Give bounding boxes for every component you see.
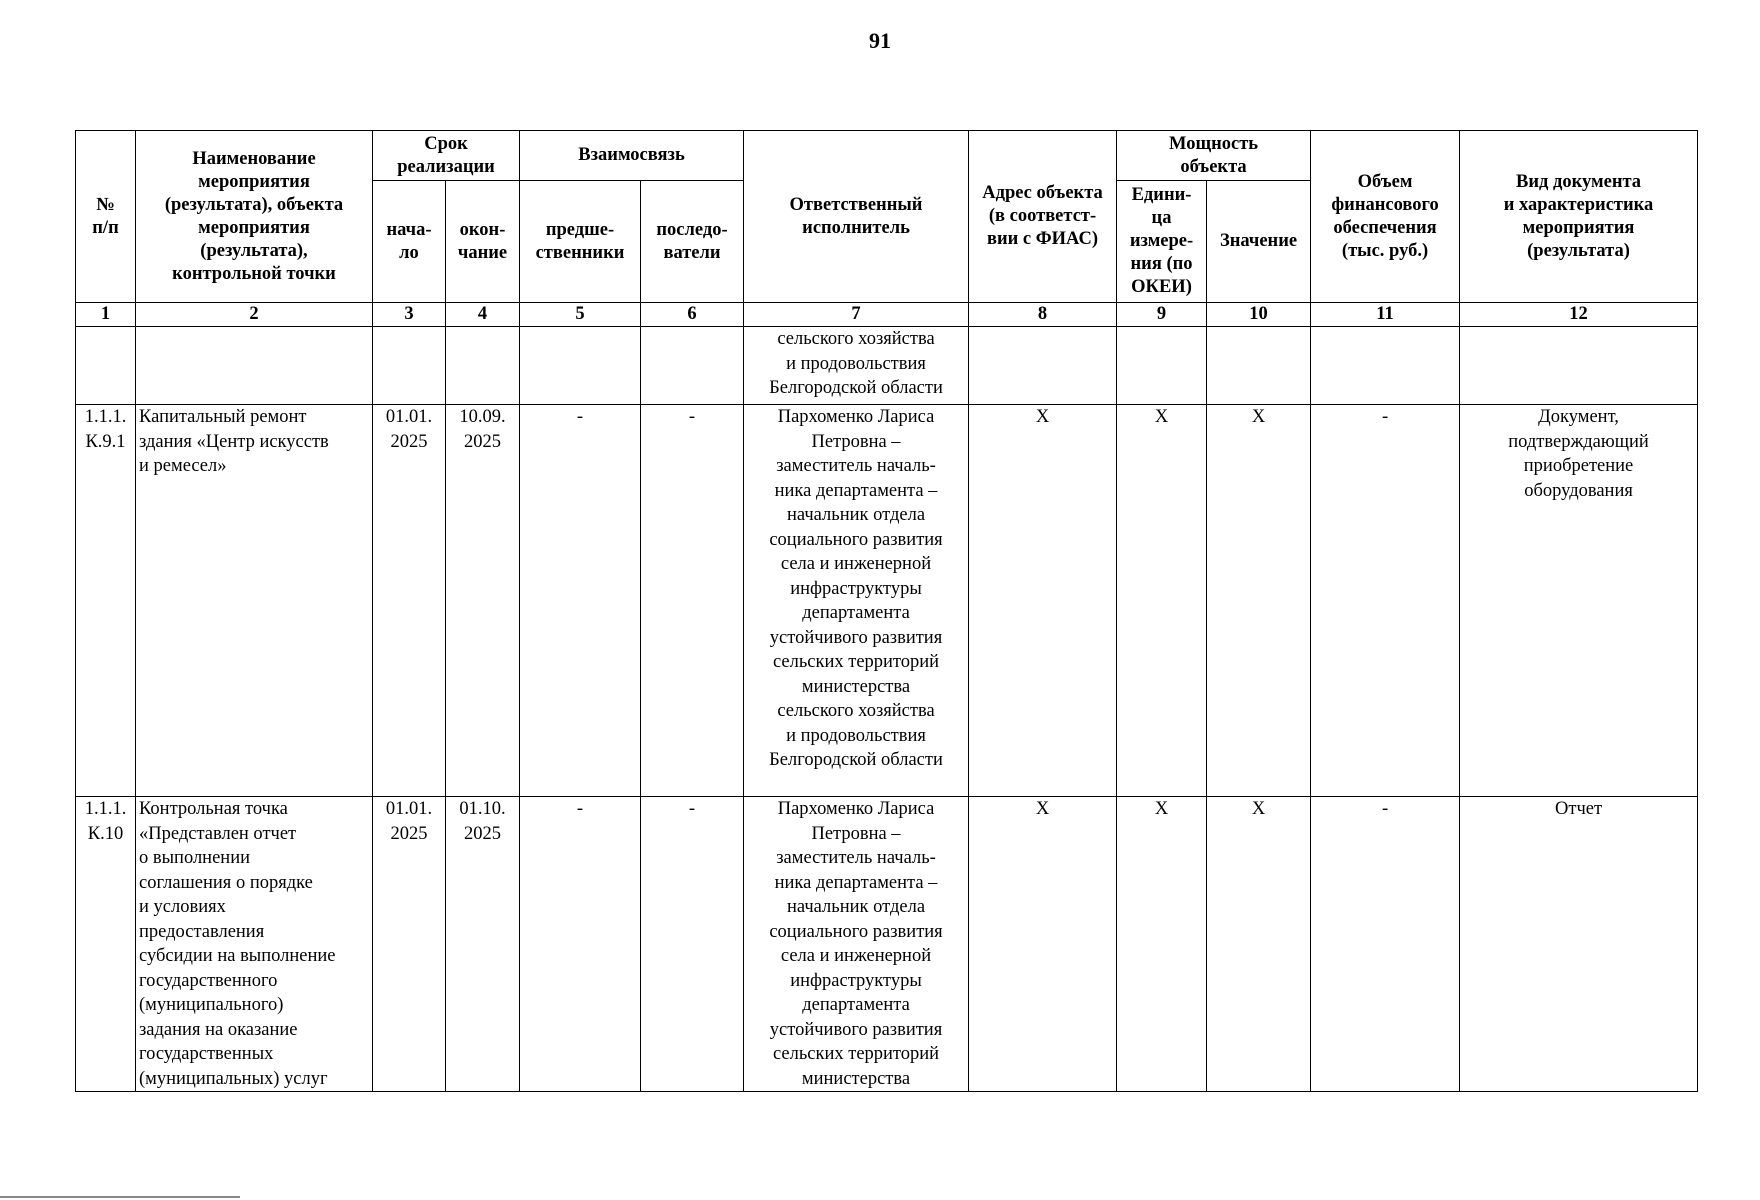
row-end: 01.10. 2025	[446, 797, 520, 1092]
row-end	[446, 327, 520, 405]
row-finance	[1311, 327, 1460, 405]
table-row	[76, 405, 1698, 797]
row-address: X	[969, 405, 1117, 797]
row-number: 1.1.1. К.9.1	[76, 405, 136, 797]
column-number: 9	[1117, 303, 1207, 327]
row-document: Документ, подтверждающий приобретение оборудования	[1460, 405, 1698, 797]
row-value: X	[1207, 797, 1311, 1092]
header-end: окон- чание	[446, 181, 520, 303]
row-predecessors: -	[520, 405, 641, 797]
column-number: 3	[373, 303, 446, 327]
column-number: 8	[969, 303, 1117, 327]
row-successors: -	[641, 797, 744, 1092]
row-successors: -	[641, 405, 744, 797]
row-start: 01.01. 2025	[373, 797, 446, 1092]
column-number: 1	[76, 303, 136, 327]
row-address: X	[969, 797, 1117, 1092]
plan-table	[75, 130, 1698, 1092]
column-number: 12	[1460, 303, 1698, 327]
row-predecessors: -	[520, 797, 641, 1092]
row-name	[136, 327, 373, 405]
header-finance: Объем финансового обеспечения (тыс. руб.)	[1311, 131, 1460, 303]
header-name: Наименование мероприятия (результата), объекта мероприятия (результата), контрольной точки	[136, 131, 373, 303]
row-document: Отчет	[1460, 797, 1698, 1092]
column-number: 11	[1311, 303, 1460, 327]
row-value	[1207, 327, 1311, 405]
row-value: X	[1207, 405, 1311, 797]
header-start: нача- ло	[373, 181, 446, 303]
row-name: Контрольная точка «Представлен отчет о выполнении соглашения о порядке и условиях предоставления субсидии на выполнение государственного (муниципального) задания на оказание государственных (муниципальных) услуг	[136, 797, 373, 1092]
row-unit	[1117, 327, 1207, 405]
column-number: 10	[1207, 303, 1311, 327]
row-unit: X	[1117, 797, 1207, 1092]
row-start: 01.01. 2025	[373, 405, 446, 797]
header-predecessors: предше- ственники	[520, 181, 641, 303]
row-number	[76, 327, 136, 405]
row-address	[969, 327, 1117, 405]
scan-edge-line	[0, 1196, 240, 1198]
column-number: 5	[520, 303, 641, 327]
header-unit: Едини- ца измере- ния (по ОКЕИ)	[1117, 181, 1207, 303]
table-row	[76, 327, 1698, 405]
row-responsible: Пархоменко Лариса Петровна – заместитель началь- ника департамента – начальник отдела социального развития села и инженерной инфраструктуры департамента устойчивого развития сельских территорий министерства сельского хозяйства и продовольствия Белгородской области	[744, 405, 969, 797]
header-relation: Взаимосвязь	[520, 131, 744, 181]
header-responsible: Ответственный исполнитель	[744, 131, 969, 303]
row-name: Капитальный ремонт здания «Центр искусств и ремесел»	[136, 405, 373, 797]
row-finance: -	[1311, 797, 1460, 1092]
header-successors: последо- ватели	[641, 181, 744, 303]
row-successors	[641, 327, 744, 405]
header-deadline: Срок реализации	[373, 131, 520, 181]
row-end: 10.09. 2025	[446, 405, 520, 797]
column-number: 4	[446, 303, 520, 327]
header-document-type: Вид документа и характеристика мероприятия (результата)	[1460, 131, 1698, 303]
table-header	[76, 131, 1698, 327]
row-unit: X	[1117, 405, 1207, 797]
column-number: 6	[641, 303, 744, 327]
row-document	[1460, 327, 1698, 405]
column-number: 7	[744, 303, 969, 327]
header-capacity: Мощность объекта	[1117, 131, 1311, 181]
header-address: Адрес объекта (в соответст- вии с ФИАС)	[969, 131, 1117, 303]
column-number-row	[76, 303, 1698, 327]
row-responsible: Пархоменко Лариса Петровна – заместитель началь- ника департамента – начальник отдела социального развития села и инженерной инфраструктуры департамента устойчивого развития сельских территорий министерства	[744, 797, 969, 1092]
header-value: Значение	[1207, 181, 1311, 303]
row-finance: -	[1311, 405, 1460, 797]
page-number: 91	[869, 28, 891, 53]
row-number: 1.1.1. К.10	[76, 797, 136, 1092]
column-number: 2	[136, 303, 373, 327]
table-row	[76, 797, 1698, 1092]
header-number: № п/п	[76, 131, 136, 303]
row-responsible: сельского хозяйства и продовольствия Белгородской области	[744, 327, 969, 405]
row-predecessors	[520, 327, 641, 405]
row-start	[373, 327, 446, 405]
table-body	[76, 327, 1698, 1092]
